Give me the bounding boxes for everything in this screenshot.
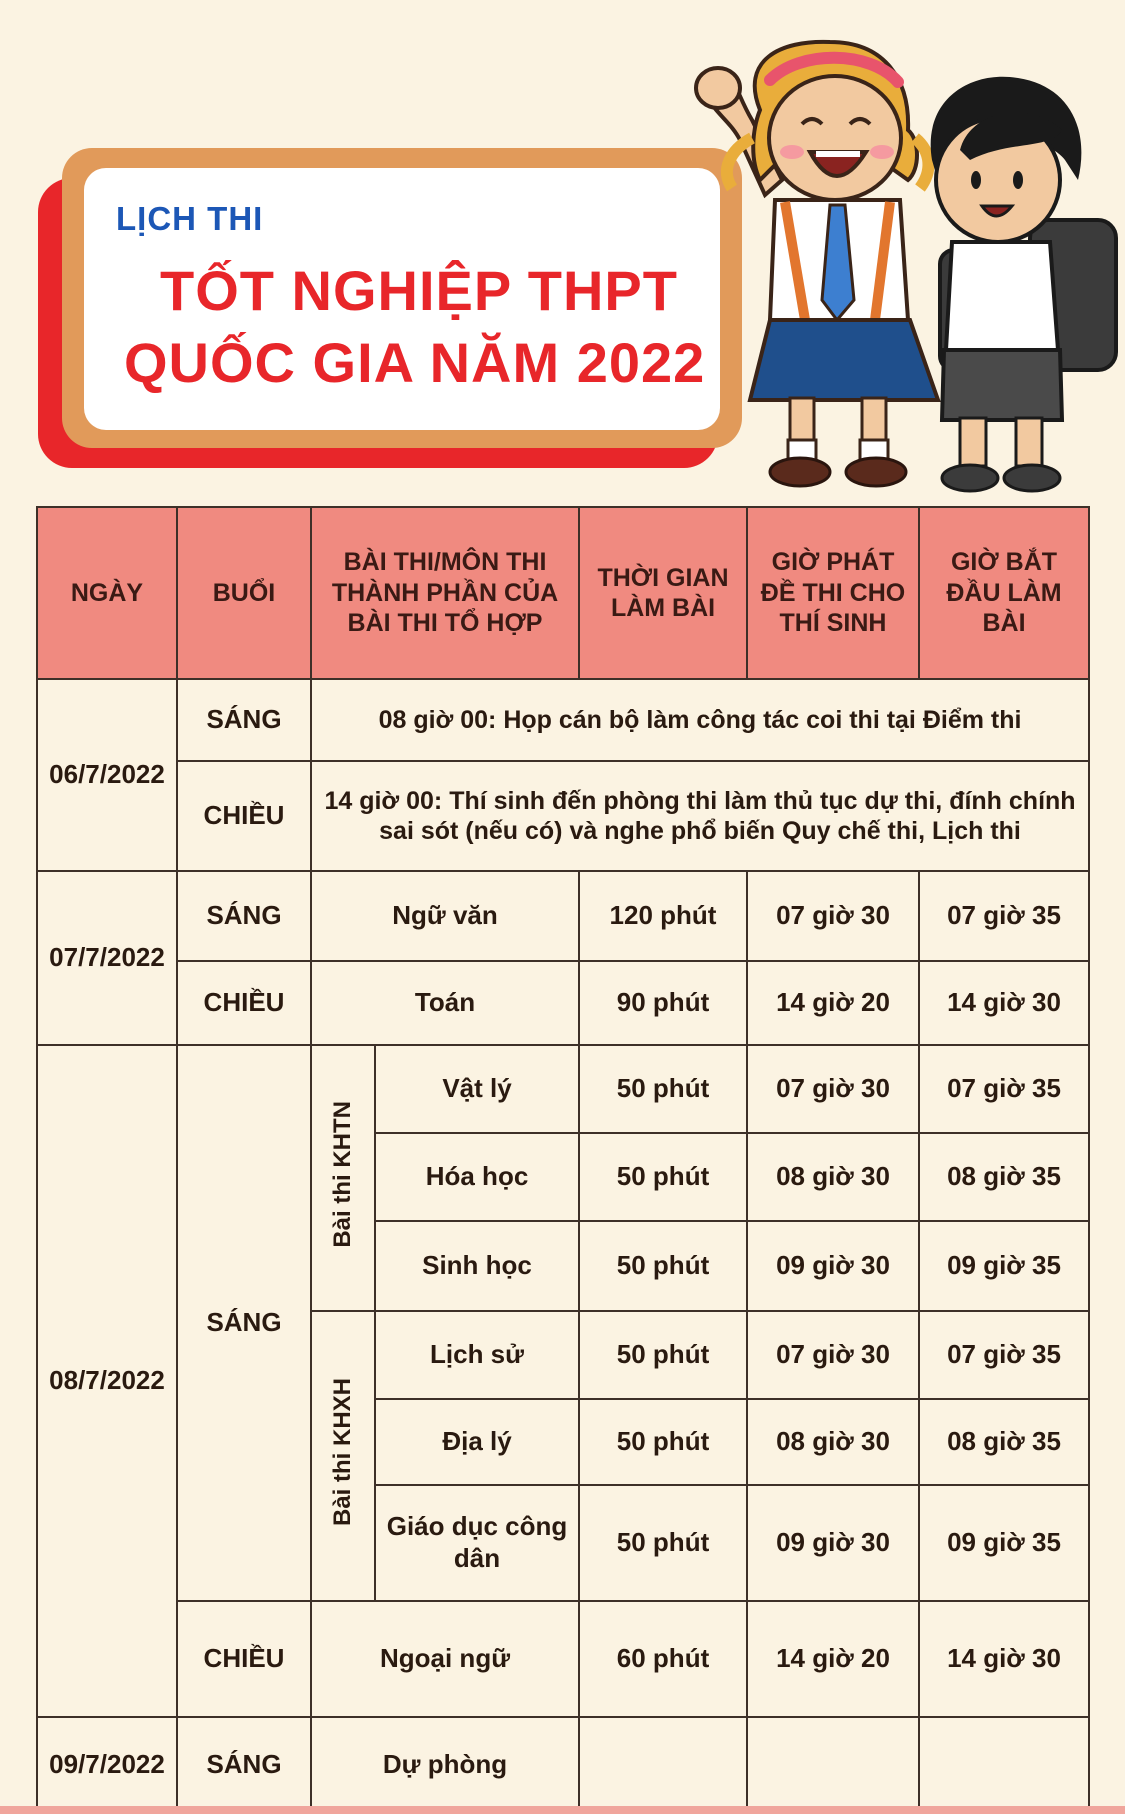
start-time-cell: 07 giờ 35: [919, 871, 1089, 961]
group-label: Bài thi KHTN: [329, 1100, 357, 1248]
release-time-cell: 07 giờ 30: [747, 871, 919, 961]
table-row: [37, 961, 1089, 1045]
release-time-cell: 08 giờ 30: [747, 1133, 919, 1221]
group-label: Bài thi KHXH: [329, 1378, 357, 1527]
release-time-cell: 14 giờ 20: [747, 1601, 919, 1717]
start-time-cell: [919, 1717, 1089, 1813]
start-time-cell: 14 giờ 30: [919, 1601, 1089, 1717]
subject-cell: Ngoại ngữ: [311, 1601, 579, 1717]
release-time-cell: 07 giờ 30: [747, 1311, 919, 1399]
session-cell: SÁNG: [177, 1045, 311, 1601]
table-header-row: [37, 507, 1089, 679]
subject-cell: Ngữ văn: [311, 871, 579, 961]
subject-cell: Lịch sử: [375, 1311, 579, 1399]
duration-cell: 60 phút: [579, 1601, 747, 1717]
duration-cell: [579, 1717, 747, 1813]
group-khxh-cell: [311, 1311, 375, 1601]
subject-cell: Dự phòng: [311, 1717, 579, 1813]
title-kicker: LỊCH THI: [116, 200, 264, 237]
date-cell: 06/7/2022: [37, 679, 177, 871]
session-cell: SÁNG: [177, 1717, 311, 1813]
release-time-cell: 14 giờ 20: [747, 961, 919, 1045]
release-time-cell: [747, 1717, 919, 1813]
header-subject: BÀI THI/MÔN THI THÀNH PHẦN CỦA BÀI THI TỔ HỢP: [311, 507, 579, 679]
start-time-cell: 08 giờ 35: [919, 1399, 1089, 1485]
release-time-cell: 09 giờ 30: [747, 1485, 919, 1601]
subject-cell: Vật lý: [375, 1045, 579, 1133]
subject-cell: Hóa học: [375, 1133, 579, 1221]
exam-schedule-table: [36, 506, 1090, 1814]
header-session: BUỔI: [177, 507, 311, 679]
start-time-cell: 07 giờ 35: [919, 1045, 1089, 1133]
note-cell: 14 giờ 00: Thí sinh đến phòng thi làm thủ tục dự thi, đính chính sai sót (nếu có) và nghe phổ biến Quy chế thi, Lịch thi: [311, 761, 1089, 871]
duration-cell: 50 phút: [579, 1399, 747, 1485]
session-cell: SÁNG: [177, 871, 311, 961]
session-cell: CHIỀU: [177, 761, 311, 871]
table-row: [37, 679, 1089, 761]
duration-cell: 50 phút: [579, 1133, 747, 1221]
session-cell: CHIỀU: [177, 961, 311, 1045]
table-row: [37, 871, 1089, 961]
session-cell: SÁNG: [177, 679, 311, 761]
start-time-cell: 09 giờ 35: [919, 1485, 1089, 1601]
duration-cell: 50 phút: [579, 1311, 747, 1399]
note-cell: 08 giờ 00: Họp cán bộ làm công tác coi thi tại Điểm thi: [311, 679, 1089, 761]
subject-cell: Sinh học: [375, 1221, 579, 1311]
subject-cell: Toán: [311, 961, 579, 1045]
start-time-cell: 14 giờ 30: [919, 961, 1089, 1045]
header-duration: THỜI GIAN LÀM BÀI: [579, 507, 747, 679]
start-time-cell: 08 giờ 35: [919, 1133, 1089, 1221]
table-row: [37, 1601, 1089, 1717]
duration-cell: 90 phút: [579, 961, 747, 1045]
header-release-time: GIỜ PHÁT ĐỀ THI CHO THÍ SINH: [747, 507, 919, 679]
title-line-2: QUỐC GIA NĂM 2022: [124, 331, 706, 394]
date-cell: 09/7/2022: [37, 1717, 177, 1813]
duration-cell: 50 phút: [579, 1485, 747, 1601]
release-time-cell: 09 giờ 30: [747, 1221, 919, 1311]
duration-cell: 120 phút: [579, 871, 747, 961]
release-time-cell: 08 giờ 30: [747, 1399, 919, 1485]
subject-cell: Địa lý: [375, 1399, 579, 1485]
table-row: [37, 1717, 1089, 1813]
table-row: [37, 761, 1089, 871]
date-cell: 08/7/2022: [37, 1045, 177, 1717]
header-start-time: GIỜ BẮT ĐẦU LÀM BÀI: [919, 507, 1089, 679]
group-khtn-cell: [311, 1045, 375, 1311]
duration-cell: 50 phút: [579, 1221, 747, 1311]
header-date: NGÀY: [37, 507, 177, 679]
subject-cell: Giáo dục công dân: [375, 1485, 579, 1601]
girl-figure: [696, 42, 938, 486]
date-cell: 07/7/2022: [37, 871, 177, 1045]
two-students-illustration: [670, 20, 1125, 500]
bottom-border: [0, 1806, 1125, 1814]
session-cell: CHIỀU: [177, 1601, 311, 1717]
start-time-cell: 07 giờ 35: [919, 1311, 1089, 1399]
table-row: [37, 1045, 1089, 1133]
title-line-1: TỐT NGHIỆP THPT: [160, 259, 678, 322]
duration-cell: 50 phút: [579, 1045, 747, 1133]
start-time-cell: 09 giờ 35: [919, 1221, 1089, 1311]
release-time-cell: 07 giờ 30: [747, 1045, 919, 1133]
boy-figure: [931, 77, 1116, 491]
